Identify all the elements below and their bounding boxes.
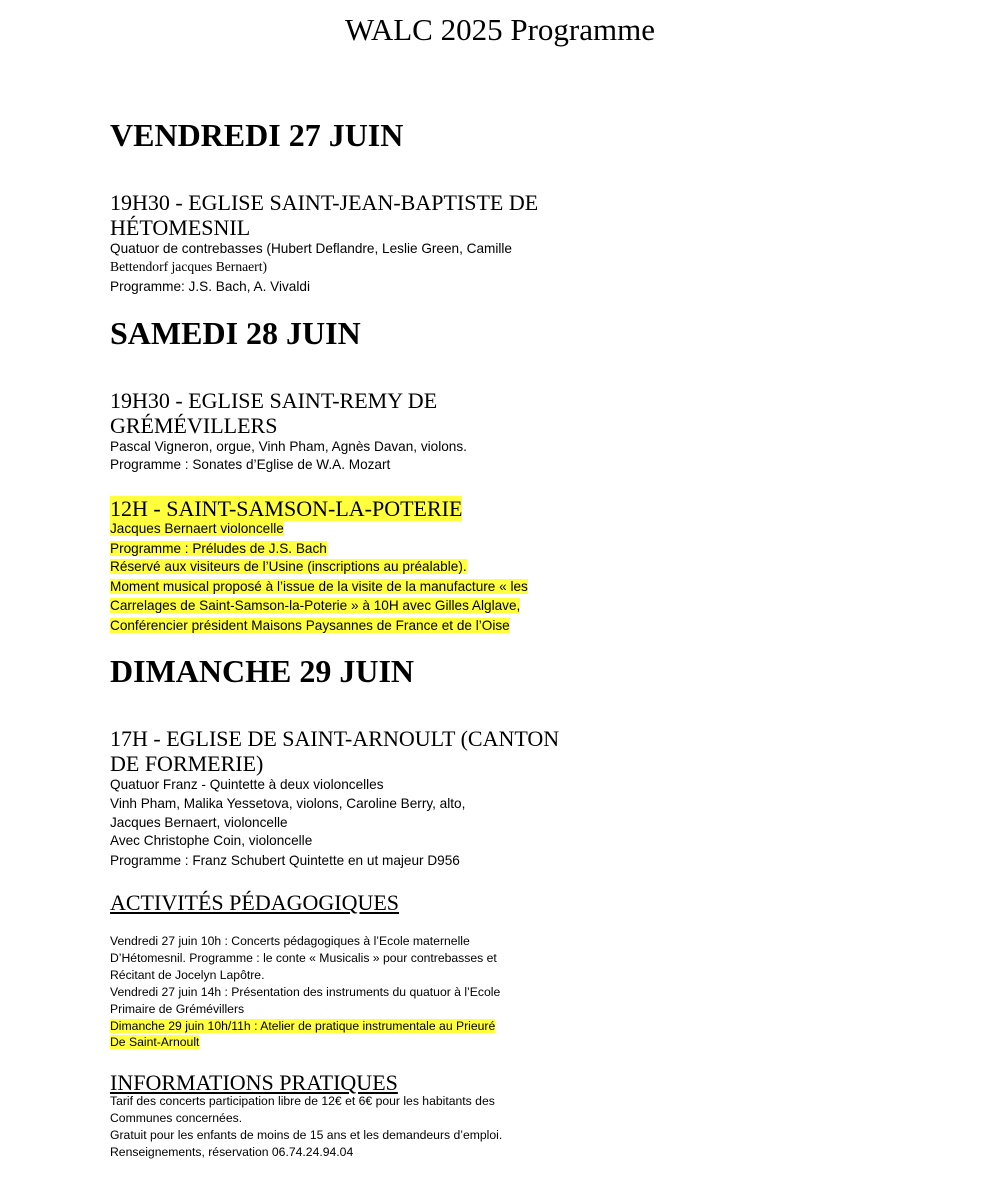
event-detail-line: Quatuor Franz - Quintette à deux violoncelles (110, 777, 384, 792)
activity-line: Vendredi 27 juin 14h : Présentation des instruments du quatuor à l’Ecole (110, 985, 501, 999)
event-title-saint-arnoult (110, 726, 590, 776)
event-detail-line-highlighted (110, 520, 284, 538)
event-title-line: 19H30 - EGLISE SAINT-JEAN-BAPTISTE DE (110, 190, 539, 215)
section-heading-activites: ACTIVITÉS PÉDAGOGIQUES (110, 890, 400, 915)
day-heading-dimanche: DIMANCHE 29 JUIN (110, 653, 414, 689)
event-detail-line: Bettendorf jacques Bernaert) (110, 259, 268, 274)
event-detail-line-highlighted (110, 540, 327, 558)
highlighted-text: Jacques Bernaert violoncelle (110, 521, 284, 536)
day-heading-vendredi: VENDREDI 27 JUIN (110, 117, 404, 153)
info-line: Gratuit pour les enfants de moins de 15 ans et les demandeurs d’emploi. (110, 1128, 503, 1142)
event-detail-line: Quatuor de contrebasses (Hubert Deflandre, Leslie Green, Camille (110, 241, 512, 256)
highlighted-text: Réservé aux visiteurs de l’Usine (inscriptions au préalable). (110, 559, 467, 574)
info-line: Communes concernées. (110, 1111, 243, 1125)
event-title-line: 19H30 - EGLISE SAINT-REMY DE (110, 388, 438, 413)
event-detail-line: Programme : Sonates d’Eglise de W.A. Mozart (110, 457, 391, 472)
activity-line: D’Hétomesnil. Programme : le conte « Musicalis » pour contrebasses et (110, 951, 497, 965)
highlighted-text: Conférencier président Maisons Paysannes de France et de l’Oise (110, 618, 510, 633)
highlighted-text: Carrelages de Saint-Samson-la-Poterie » à 10H avec Gilles Alglave, (110, 598, 521, 613)
event-detail-line: Programme : Franz Schubert Quintette en ut majeur D956 (110, 853, 460, 868)
event-title-hetomesnil (110, 190, 590, 240)
activity-line: Récitant de Jocelyn Lapôtre. (110, 968, 265, 982)
event-detail-line: Vinh Pham, Malika Yessetova, violons, Caroline Berry, alto, (110, 796, 466, 811)
page-title: WALC 2025 Programme (345, 12, 655, 47)
event-detail-line-highlighted (110, 597, 520, 615)
highlighted-text: Programme : Préludes de J.S. Bach (110, 541, 327, 556)
activity-line: Primaire de Grémévillers (110, 1002, 245, 1016)
event-detail-line-highlighted (110, 578, 528, 596)
highlighted-text: Moment musical proposé à l’issue de la visite de la manufacture « les (110, 579, 528, 594)
event-title-saint-samson (110, 496, 590, 521)
highlighted-text: Dimanche 29 juin 10h/11h : Atelier de pratique instrumentale au Prieuré (110, 1019, 496, 1033)
activity-line: Vendredi 27 juin 10h : Concerts pédagogiques à l’Ecole maternelle (110, 934, 470, 948)
highlighted-text: De Saint-Arnoult (110, 1035, 200, 1049)
section-heading-infos: INFORMATIONS PRATIQUES (110, 1070, 398, 1095)
event-title-line: 17H - EGLISE DE SAINT-ARNOULT (CANTON (110, 726, 560, 751)
info-line: Renseignements, réservation 06.74.24.94.04 (110, 1145, 354, 1159)
day-heading-samedi: SAMEDI 28 JUIN (110, 315, 361, 351)
activity-line-highlighted (110, 1034, 199, 1050)
event-detail-line: Jacques Bernaert, violoncelle (110, 815, 288, 830)
event-title-line: GRÉMÉVILLERS (110, 413, 278, 438)
event-detail-line-highlighted (110, 558, 467, 576)
event-title-line: DE FORMERIE) (110, 751, 264, 776)
info-line: Tarif des concerts participation libre de 12€ et 6€ pour les habitants des (110, 1094, 495, 1108)
activity-line-highlighted (110, 1018, 495, 1034)
event-detail-line: Pascal Vigneron, orgue, Vinh Pham, Agnès Davan, violons. (110, 439, 467, 454)
event-title-line: HÉTOMESNIL (110, 215, 251, 240)
event-detail-line: Programme: J.S. Bach, A. Vivaldi (110, 279, 310, 294)
event-title-line-highlighted: 12H - SAINT-SAMSON-LA-POTERIE (110, 496, 463, 521)
event-title-gremevillers (110, 388, 590, 438)
event-detail-line: Avec Christophe Coin, violoncelle (110, 833, 313, 848)
event-detail-line-highlighted (110, 617, 510, 635)
